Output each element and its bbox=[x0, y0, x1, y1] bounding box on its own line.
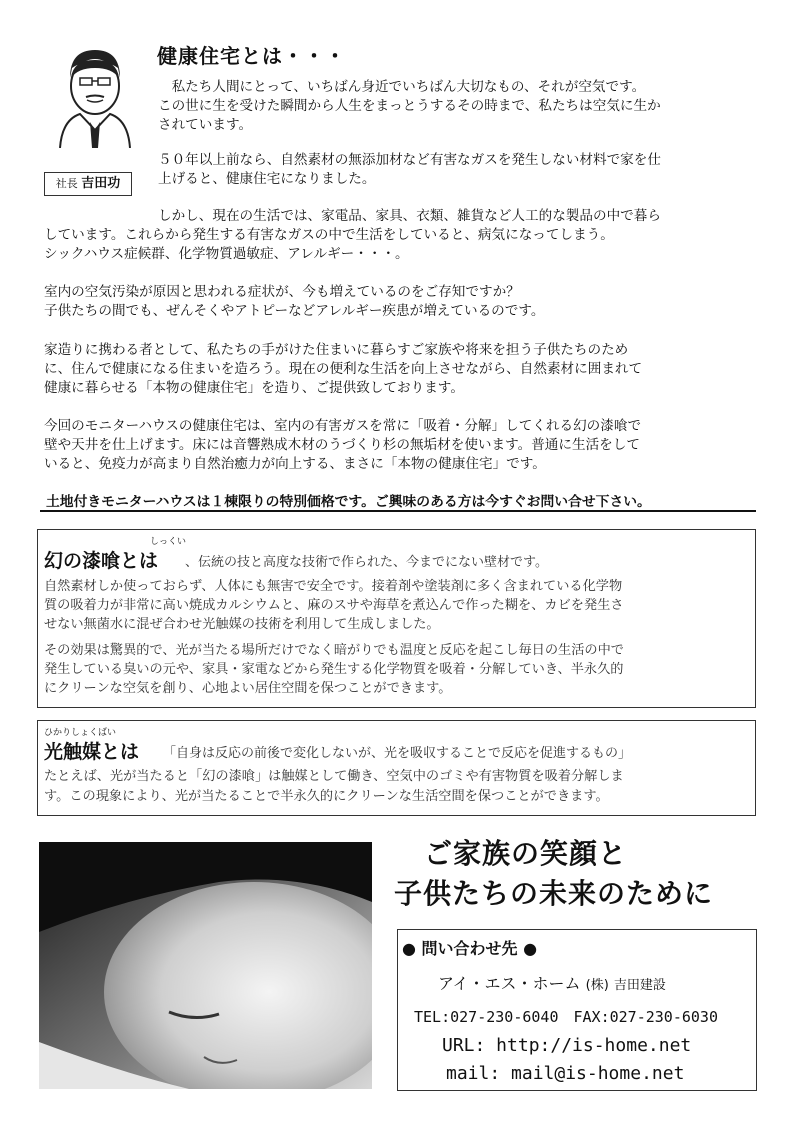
special-offer-text: 土地付きモニターハウスは１棟限りの特別価格です。ご興味のある方は今すぐお問い合せ下さい。 bbox=[46, 494, 651, 510]
president-role: 社長 bbox=[55, 177, 78, 190]
tel-fax-line: TEL:027-230-6040 FAX:027-230-6030 bbox=[414, 1008, 718, 1026]
president-caption bbox=[44, 172, 132, 196]
president-name: 吉田功 bbox=[81, 176, 121, 191]
company-sub-name: 吉田建設 bbox=[613, 978, 666, 993]
paragraph-line: 室内の空気汚染が原因と思われる症状が、今も増えているのをご存知ですか？ bbox=[44, 284, 520, 300]
paragraph-line: 上げると、健康住宅になりました。 bbox=[158, 171, 376, 187]
photocatalyst-ruby: ひかりしょくばい bbox=[44, 728, 117, 738]
paragraph-line: いると、免疫力が高まり自然治癒力が向上する、まさに「本物の健康住宅」です。 bbox=[44, 456, 546, 472]
shikkui-text-line: 発生している臭いの元や、家具・家電などから発生する化学物質を吸着・分解していき、半永久的 bbox=[44, 662, 624, 677]
offer-underline-divider bbox=[40, 510, 756, 512]
paragraph-line: 今回のモニターハウスの健康住宅は、室内の有害ガスを常に「吸着・分解」してくれる幻の漆喰で bbox=[44, 418, 642, 434]
shikkui-text-line: せない無菌水に混ぜ合わせ光触媒の技術を利用して生成しました。 bbox=[44, 617, 440, 632]
shikkui-text-line: 自然素材しか使っておらず、人体にも無害で安全です。接着剤や塗装剤に多く含まれている化学物 bbox=[44, 579, 623, 594]
paragraph-line: シックハウス症候群、化学物質過敏症、アレルギー・・・。 bbox=[44, 246, 409, 262]
paragraph-line: 子供たちの間でも、ぜんそくやアトピーなどアレルギー疾患が増えているのです。 bbox=[44, 303, 545, 319]
paragraph-line: しています。これらから発生する有害なガスの中で生活をしていると、病気になってしまう。 bbox=[44, 227, 614, 243]
photocatalyst-text-line: す。この現象により、光が当たることで半永久的にクリーンな生活空間を保つことができます。 bbox=[44, 789, 609, 804]
contact-heading: ● 問い合わせ先 ● bbox=[402, 939, 538, 958]
shikkui-text-line: にクリーンな空気を創り、心地よい居住空間を保つことができます。 bbox=[44, 681, 452, 696]
paragraph-line: 壁や天井を仕上げます。床には音響熟成木材のうづくり杉の無垢材を使います。普通に生活をして bbox=[44, 437, 640, 453]
company-name bbox=[438, 971, 666, 994]
shikkui-text-line: 質の吸着力が非常に高い焼成カルシウムと、麻のスサや海草を煮込んで作った糊を、カビを発生さ bbox=[44, 598, 624, 613]
sleeping-baby-photo bbox=[39, 842, 372, 1089]
paragraph-line: 家造りに携わる者として、私たちの手がけた住まいに暮らすご家族や将来を担う子供たちのため bbox=[44, 342, 629, 358]
shikkui-title: 幻の漆喰とは bbox=[44, 550, 159, 572]
photocatalyst-text-line: たとえば、光が当たると「幻の漆喰」は触媒として働き、空気中のゴミや有害物質を吸着分解しま bbox=[44, 769, 624, 784]
website-url[interactable]: URL: http://is-home.net bbox=[442, 1035, 692, 1056]
intro-line: されています。 bbox=[158, 117, 253, 133]
shikkui-ruby: しっくい bbox=[150, 537, 187, 547]
photocatalyst-definition: 「自身は反応の前後で変化しないが、光を吸収することで反応を促進するもの」 bbox=[163, 746, 632, 761]
paragraph-line: に、住んで健康になる住まいを造ろう。現在の便利な生活を向上させながら、自然素材に囲まれて bbox=[44, 361, 643, 377]
slogan-line: ご家族の笑顔と bbox=[424, 837, 628, 870]
photocatalyst-title: 光触媒とは bbox=[44, 741, 140, 763]
paragraph-line: ５０年以上前なら、自然素材の無添加材など有害なガスを発生しない材料で家を仕 bbox=[158, 152, 661, 168]
intro-line: 私たち人間にとって、いちばん身近でいちばん大切なもの、それが空気です。 bbox=[158, 79, 646, 95]
shikkui-text-line: その効果は驚異的で、光が当たる場所だけでなく暗がりでも温度と反応を起こし毎日の生活の中で bbox=[44, 643, 624, 658]
page-title: 健康住宅とは・・・ bbox=[157, 44, 346, 68]
paragraph-line: しかし、現在の生活では、家電品、家具、衣類、雑貨など人工的な製品の中で暮ら bbox=[158, 208, 661, 224]
slogan-line: 子供たちの未来のために bbox=[394, 877, 714, 910]
intro-line: この世に生を受けた瞬間から人生をまっとうするその時まで、私たちは空気に生か bbox=[158, 98, 661, 114]
company-kk: (株) bbox=[585, 978, 609, 993]
shikkui-lead: 、伝統の技と高度な技術で作られた、今までにない壁材です。 bbox=[185, 555, 548, 570]
president-portrait-illustration bbox=[40, 38, 150, 148]
paragraph-line: 健康に暮らせる「本物の健康住宅」を造り、ご提供致しております。 bbox=[44, 380, 464, 396]
email-address[interactable]: mail: mail@is-home.net bbox=[446, 1063, 685, 1084]
company-main-name: アイ・エス・ホーム bbox=[438, 974, 581, 993]
